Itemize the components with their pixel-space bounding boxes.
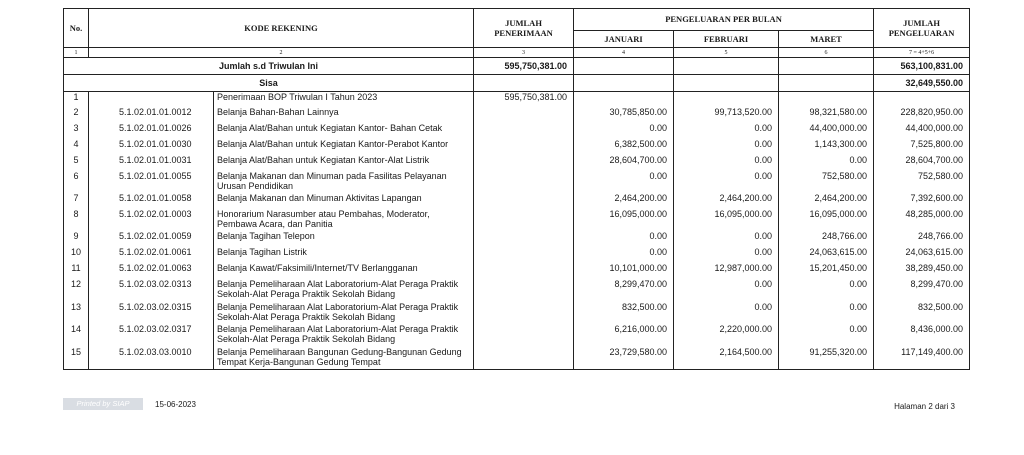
sisa-value: 32,649,550.00 [874,75,970,92]
penerimaan-value [474,209,574,231]
row-number: 12 [64,279,89,302]
penerimaan-value [474,193,574,209]
februari-value: 16,095,000.00 [674,209,779,231]
table-row [64,107,970,123]
penerimaan-value [474,302,574,324]
header-pengeluaran-per-bulan: PENGELUARAN PER BULAN [574,9,874,31]
januari-value: 10,101,000.00 [574,263,674,279]
table-row [64,302,970,324]
penerimaan-value [474,231,574,247]
header-kode-rekening: KODE REKENING [89,9,474,48]
index-6: 6 [779,48,874,58]
empty-cell [779,58,874,75]
maret-value [779,92,874,107]
maret-value: 24,063,615.00 [779,247,874,263]
februari-value: 0.00 [674,155,779,171]
uraian: Belanja Tagihan Telepon [214,231,474,247]
januari-value [574,92,674,107]
table-row [64,263,970,279]
row-number: 3 [64,123,89,139]
header-no: No. [64,9,89,48]
total-pengeluaran-value: 8,436,000.00 [874,324,970,347]
table-row [64,347,970,370]
table-row [64,171,970,193]
table-row [64,247,970,263]
maret-value: 15,201,450.00 [779,263,874,279]
row-number: 15 [64,347,89,370]
total-pengeluaran-value: 228,820,950.00 [874,107,970,123]
jumlah-label: Jumlah s.d Triwulan Ini [64,58,474,75]
februari-value: 99,713,520.00 [674,107,779,123]
januari-value: 6,216,000.00 [574,324,674,347]
uraian: Penerimaan BOP Triwulan I Tahun 2023 [214,92,474,107]
row-number: 4 [64,139,89,155]
total-pengeluaran-value: 7,525,800.00 [874,139,970,155]
januari-value: 8,299,470.00 [574,279,674,302]
table-row [64,155,970,171]
penerimaan-value [474,107,574,123]
sisa-label: Sisa [64,75,474,92]
maret-value: 0.00 [779,302,874,324]
penerimaan-value: 595,750,381.00 [474,92,574,107]
index-7: 7 = 4+5+6 [874,48,970,58]
jumlah-penerimaan-value: 595,750,381.00 [474,58,574,75]
februari-value: 0.00 [674,247,779,263]
februari-value: 0.00 [674,231,779,247]
januari-value: 28,604,700.00 [574,155,674,171]
februari-value: 2,220,000.00 [674,324,779,347]
januari-value: 0.00 [574,123,674,139]
januari-value: 23,729,580.00 [574,347,674,370]
row-number: 6 [64,171,89,193]
kode-rekening: 5.1.02.01.01.0012 [89,107,214,123]
kode-rekening: 5.1.02.01.01.0030 [89,139,214,155]
uraian: Belanja Kawat/Faksimili/Internet/TV Berlangganan [214,263,474,279]
kode-rekening: 5.1.02.02.01.0059 [89,231,214,247]
total-pengeluaran-value: 248,766.00 [874,231,970,247]
maret-value: 44,400,000.00 [779,123,874,139]
januari-value: 30,785,850.00 [574,107,674,123]
februari-value: 0.00 [674,302,779,324]
table-row [64,231,970,247]
expense-table [63,8,970,370]
table-body [64,58,970,370]
uraian: Belanja Pemeliharaan Bangunan Gedung-Bangunan Gedung Tempat Kerja-Bangunan Gedung Tempat [214,347,474,370]
maret-value: 1,143,300.00 [779,139,874,155]
total-pengeluaran-value: 44,400,000.00 [874,123,970,139]
empty-cell [574,75,674,92]
uraian: Belanja Pemeliharaan Alat Laboratorium-Alat Peraga Praktik Sekolah-Alat Peraga Praktik Sekolah Bidang [214,302,474,324]
kode-rekening: 5.1.02.02.01.0061 [89,247,214,263]
kode-rekening: 5.1.02.01.01.0026 [89,123,214,139]
januari-value: 2,464,200.00 [574,193,674,209]
row-number: 10 [64,247,89,263]
maret-value: 752,580.00 [779,171,874,193]
empty-cell [474,75,574,92]
summary-row-sisa [64,75,970,92]
februari-value: 0.00 [674,123,779,139]
empty-cell [674,58,779,75]
februari-value: 0.00 [674,171,779,193]
februari-value: 12,987,000.00 [674,263,779,279]
uraian: Belanja Makanan dan Minuman pada Fasilitas Pelayanan Urusan Pendidikan [214,171,474,193]
total-pengeluaran-value: 28,604,700.00 [874,155,970,171]
kode-rekening: 5.1.02.03.02.0315 [89,302,214,324]
kode-rekening: 5.1.02.03.02.0313 [89,279,214,302]
februari-value: 2,464,200.00 [674,193,779,209]
uraian: Belanja Makanan dan Minuman Aktivitas Lapangan [214,193,474,209]
penerimaan-value [474,324,574,347]
maret-value: 0.00 [779,279,874,302]
empty-cell [779,75,874,92]
kode-rekening: 5.1.02.01.01.0058 [89,193,214,209]
kode-rekening: 5.1.02.02.01.0063 [89,263,214,279]
maret-value: 91,255,320.00 [779,347,874,370]
print-date: 15-06-2023 [155,400,196,409]
penerimaan-value [474,279,574,302]
row-number: 2 [64,107,89,123]
table-row [64,209,970,231]
maret-value: 16,095,000.00 [779,209,874,231]
kode-rekening: 5.1.02.01.01.0055 [89,171,214,193]
maret-value: 2,464,200.00 [779,193,874,209]
table-row [64,123,970,139]
maret-value: 248,766.00 [779,231,874,247]
total-pengeluaran-value: 117,149,400.00 [874,347,970,370]
uraian: Belanja Bahan-Bahan Lainnya [214,107,474,123]
penerimaan-value [474,347,574,370]
total-pengeluaran-value: 752,580.00 [874,171,970,193]
page-footer [63,398,969,412]
januari-value: 16,095,000.00 [574,209,674,231]
table-row [64,92,970,107]
total-pengeluaran-value [874,92,970,107]
total-pengeluaran-value: 48,285,000.00 [874,209,970,231]
januari-value: 0.00 [574,231,674,247]
kode-rekening: 5.1.02.03.03.0010 [89,347,214,370]
header-jumlah-penerimaan: JUMLAH PENERIMAAN [474,9,574,48]
total-pengeluaran-value: 8,299,470.00 [874,279,970,302]
row-number: 5 [64,155,89,171]
penerimaan-value [474,139,574,155]
uraian: Honorarium Narasumber atau Pembahas, Moderator, Pembawa Acara, dan Panitia [214,209,474,231]
report-sheet [63,8,969,370]
row-number: 7 [64,193,89,209]
maret-value: 98,321,580.00 [779,107,874,123]
uraian: Belanja Alat/Bahan untuk Kegiatan Kantor-Alat Listrik [214,155,474,171]
februari-value: 2,164,500.00 [674,347,779,370]
index-4: 4 [574,48,674,58]
row-number: 8 [64,209,89,231]
februari-value: 0.00 [674,279,779,302]
empty-cell [574,58,674,75]
kode-rekening: 5.1.02.02.01.0003 [89,209,214,231]
jumlah-pengeluaran-value: 563,100,831.00 [874,58,970,75]
total-pengeluaran-value: 7,392,600.00 [874,193,970,209]
table-header [64,9,970,58]
penerimaan-value [474,263,574,279]
uraian: Belanja Pemeliharaan Alat Laboratorium-Alat Peraga Praktik Sekolah-Alat Peraga Praktik Sekolah Bidang [214,279,474,302]
uraian: Belanja Alat/Bahan untuk Kegiatan Kantor- Bahan Cetak [214,123,474,139]
row-number: 11 [64,263,89,279]
uraian: Belanja Pemeliharaan Alat Laboratorium-Alat Peraga Praktik Sekolah-Alat Peraga Praktik Sekolah Bidang [214,324,474,347]
februari-value [674,92,779,107]
penerimaan-value [474,123,574,139]
penerimaan-value [474,155,574,171]
header-januari: JANUARI [574,31,674,48]
index-3: 3 [474,48,574,58]
kode-rekening: 5.1.02.03.02.0317 [89,324,214,347]
page-number: Halaman 2 dari 3 [894,402,955,411]
total-pengeluaran-value: 24,063,615.00 [874,247,970,263]
empty-cell [674,75,779,92]
index-1: 1 [64,48,89,58]
header-jumlah-pengeluaran: JUMLAH PENGELUARAN [874,9,970,48]
kode-rekening [89,92,214,107]
printed-by-badge: Printed by SIAP [63,398,143,410]
total-pengeluaran-value: 832,500.00 [874,302,970,324]
maret-value: 0.00 [779,324,874,347]
summary-row-jumlah [64,58,970,75]
januari-value: 0.00 [574,171,674,193]
row-number: 13 [64,302,89,324]
index-5: 5 [674,48,779,58]
januari-value: 832,500.00 [574,302,674,324]
maret-value: 0.00 [779,155,874,171]
total-pengeluaran-value: 38,289,450.00 [874,263,970,279]
penerimaan-value [474,247,574,263]
februari-value: 0.00 [674,139,779,155]
penerimaan-value [474,171,574,193]
header-maret: MARET [779,31,874,48]
header-februari: FEBRUARI [674,31,779,48]
uraian: Belanja Tagihan Listrik [214,247,474,263]
index-2: 2 [89,48,474,58]
table-row [64,279,970,302]
row-number: 1 [64,92,89,107]
table-row [64,324,970,347]
uraian: Belanja Alat/Bahan untuk Kegiatan Kantor-Perabot Kantor [214,139,474,155]
table-row [64,139,970,155]
row-number: 9 [64,231,89,247]
row-number: 14 [64,324,89,347]
kode-rekening: 5.1.02.01.01.0031 [89,155,214,171]
januari-value: 6,382,500.00 [574,139,674,155]
januari-value: 0.00 [574,247,674,263]
table-row [64,193,970,209]
